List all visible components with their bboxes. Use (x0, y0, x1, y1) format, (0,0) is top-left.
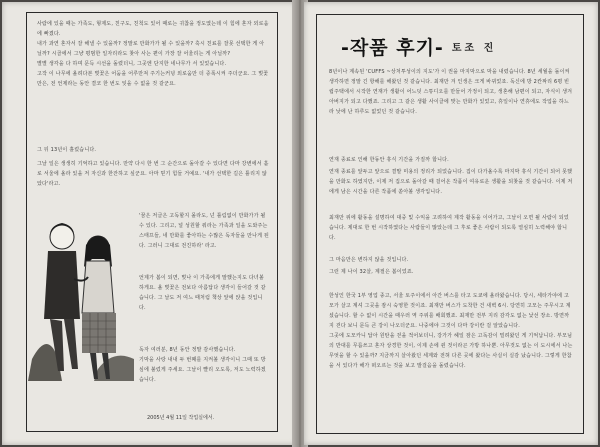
left-body-text-2: 그 뒤 13년이 흘렀습니다. (37, 147, 97, 153)
manga-couple-illustration (28, 209, 134, 381)
left-body-text-3: 그날 일은 생생히 기억하고 있습니다. 만약 다시 한 번 그 순간으로 돌아갈 수 있다면 다마 강변에서 홀로 서울에 올라 있을 저 자신과 한잔하고 싶군요. 아마 믿기 힘들 거예요. '내가 선택한 길은 틀리지 않았다'라고. (37, 161, 269, 187)
right-long-text: 한성인 한국 1부 영업 종고, 서울 토주이에서 아간 버스를 타고 도쿄에 올라왔습니다. 당시, 세타가야에 고모가 살고 계셔 그곳을 잠시 숙영한 것이죠. 최재만 버스가 도착한 건 새벽 6시. 당연히 고모는 주무시고 계셨습니다. 할 수 없이 시간을 때우러 역 주위를 배회했죠. 최재만 전부 지리 감각도 없는 낯선 장소. 방면까지 걷다 보니 문득 큰 강이 나오더군요. 나중에야 그것이 다마 강이란 걸 알았습니다. 그곳에 도모카니 답아 원탄을 걷을 적어보더니, 강가가 헤일 잠은 고독감이 밀려왔던 게 기억납니다. 부모님의 반대를 무릅쓰고 혼자 상경한 것이, 이제 손에 쥔 것이라곤 가방 하나뿐. 아무것도 없는 이 도시에서 나는 무엇을 할 수 있을까? 지금까지 살아왔던 세계와 전혀 다른 곳에 왔다는 사실이 실감 났습니다. 그렇게 한참을 서 있다가 해가 떠오르는 것을 보고 발걸음을 돌렸습니다. (329, 293, 573, 369)
left-page (2, 2, 296, 445)
right-body-text-4: 최재만 위에 활동을 설명하여 대중 및 수익을 고려하여 제작 활동을 이어가고, 그날이 오면 될 사람이 되었습니다. 제대로 한 번 시작하였다는 사람들이 많았는데 그 후로 좋은 사람이 되도록 열심히 노력해야 합니다. (329, 215, 569, 241)
right-body-text-2: 연재 종료로 인해 한동안 휴식 기간을 가질까 합니다. (329, 157, 449, 163)
afterword-heading (341, 35, 585, 57)
afterword-title: -작품 후기- (341, 36, 444, 59)
right-page (304, 2, 598, 445)
left-side-text-2: 언제가 봄이 되면, 벚나 이 가족에게 말했는지도 다녀볼 하게요. 올 벚꽃은 전보다 아름답다 생각이 들어갈 것 같습니다. 그 날도 저 여느 때처럼 책상 앞에 앉을 것입니다. (139, 275, 266, 311)
right-body-text-6: 그런 제 나이 32살, 계절은 봄이었죠. (329, 269, 414, 275)
right-body-text-5: 그 마음만은 변하지 않을 것입니다. (329, 257, 409, 263)
right-body-text-3: 연재 종료를 앞두고 앞으로 결말 미용의 정리가 되었습니다. 집이 다가올수록 마지막 휴식 기간이 되어 못했을 만화도 하였지만, 이제 저 집으로 돌아갈 때 걸어온 작품이 여유로운 생활을 되찾을 것 같습니다. 이제 저에게 남은 시간을 다른 작품에 쏟아볼 생각입니다. (329, 169, 573, 195)
author-name: 토조 진 (451, 42, 497, 54)
right-page-frame (316, 14, 584, 434)
left-body-text: 사람에 있을 때는 가족도, 형제도, 친구도, 친척도 있어 때로는 귀찮을 정도였는데 이 힘에 혼자 외로움에 빠졌다. 내가 과연 혼자서 잘 해낼 수 있을까? 정말로 만화가가 될 수 있을까? 혹시 친료를 잘못 선택한 게 아닐까? 시골에서 그냥 평범한 일자리라도 찾아 사는 편이 가장 잘 어울리는 게 아닐까? 별별 생각을 다 하며 문득 시선을 돌렸더니, 그곳엔 단지한 네나무가 서 있었습니다. 고작 이 나무에 올려다본 벚꽃은 어둠을 어루만져 주기는커녕 외로움만 더 증폭시켜 주더군요. 그 벚꽃만은, 전 언제라는 동안 결코 한 번도 잊을 수 없을 것 같군요. (37, 21, 269, 87)
right-body-text: 8년이나 계속된 'CUFFS ~상처투성이의 지도'가 이 권을 마지막으로 막을 내렸습니다. 8년 세월을 돌이켜 생각하면 정말 긴 항해를 해왔던 것 같습니다. 최재만 겨 인생은 크게 바뀌었죠. 독신에 방 2칸짜리 6평 빈립주택에서 시작한 연재가 생활이 어느덧 스튜디오를 만들어 가정이 되고, 생혼해 남편이 되고, 자식이 생겨 아버지가 되고 다했죠. 그리고 그 같은 생활 사이클에 맞는 만화가 있었고, 휴일이나 연휴에도 작업을 하느라 낮에 난 하루도 없었던 것 같습니다. (329, 69, 574, 115)
left-page-frame (26, 12, 278, 432)
closing-date: 2005년 4월 11일 작업실에서. (147, 415, 215, 421)
left-side-text: '꿈은 저글은 고독할지 몰라도, 넌 틀림없이 만화가가 될 수 있다. 그리고, 널 성원할 줘라는 가족과 일을 도와주는 스태프들, 네 만화를 좋아하는 수많은 독자들을 만나게 된다. 그러니 그대로 전진하라' 라고. (139, 213, 270, 249)
left-side-text-3: 독자 여러분, 8년 동안 정말 감사했습니다. 기막을 사랑 내내 두 번째를 지켜볼 생각이니 그때 또 방심에 불렀게 주세요. 그날이 빨리 오도록, 저도 노력하겠습니다. (139, 347, 266, 383)
